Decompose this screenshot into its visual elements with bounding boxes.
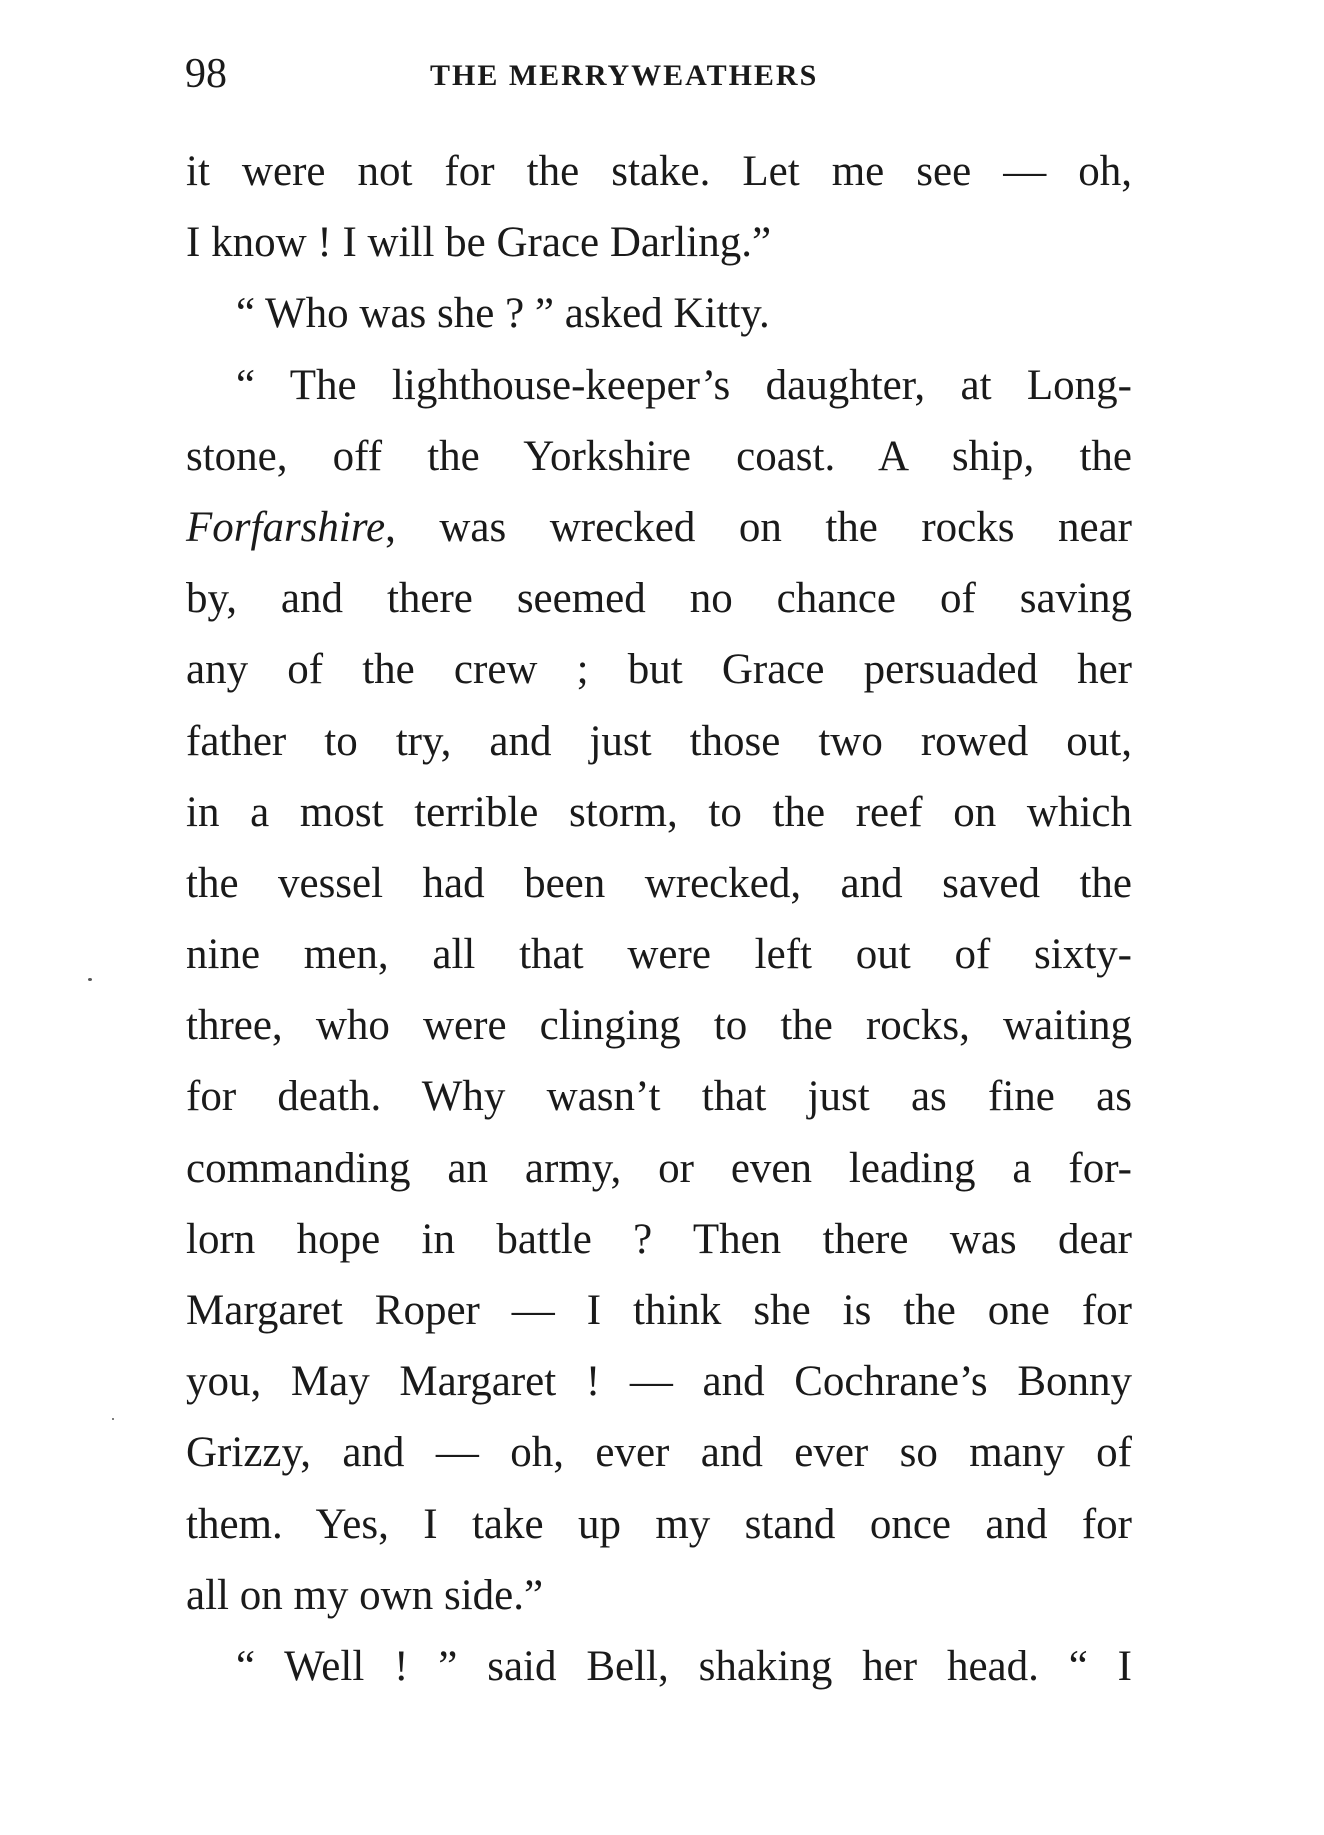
text-line: nine men, all that were left out of sixty-: [186, 931, 1132, 979]
text-line: them. Yes, I take up my stand once and for: [186, 1500, 1132, 1548]
text-line: stone, off the Yorkshire coast. A ship, the: [186, 432, 1132, 480]
text-line: “ Who was she ? ” asked Kitty.: [236, 290, 770, 338]
text-line: it were not for the stake. Let me see — oh,: [186, 148, 1132, 195]
text-line: Grizzy, and — oh, ever and ever so many of: [186, 1429, 1132, 1477]
text-line: lorn hope in battle ? Then there was dear: [186, 1215, 1132, 1263]
page-number: 98: [185, 51, 227, 97]
text-line: I know ! I will be Grace Darling.”: [186, 219, 772, 267]
text-line: commanding an army, or even leading a for-: [186, 1144, 1132, 1192]
text-line-ship-name: [186, 492, 1132, 563]
text-line: any of the crew ; but Grace persuaded her: [186, 646, 1132, 694]
text-line: by, and there seemed no chance of saving: [186, 575, 1132, 623]
text-line: three, who were clinging to the rocks, waiting: [186, 1002, 1132, 1050]
paper-speck: [88, 978, 92, 981]
text-line: for death. Why wasn’t that just as fine as: [186, 1073, 1132, 1121]
text-line: the vessel had been wrecked, and saved the: [186, 859, 1132, 907]
body-text: [186, 136, 1132, 1702]
text-line: Margaret Roper — I think she is the one for: [186, 1287, 1132, 1334]
text-line: you, May Margaret ! — and Cochrane’s Bonny: [186, 1358, 1132, 1406]
text-line: “ The lighthouse-keeper’s daughter, at Long-: [236, 361, 1132, 409]
text-line-rest: , was wrecked on the rocks near: [385, 503, 1132, 551]
running-title: THE MERRYWEATHERS: [430, 59, 819, 92]
text-line: father to try, and just those two rowed out,: [186, 717, 1132, 765]
paper-speck: [112, 1418, 114, 1420]
text-line: “ Well ! ” said Bell, shaking her head. “ I: [236, 1642, 1132, 1690]
text-line: in a most terrible storm, to the reef on which: [186, 788, 1132, 836]
running-head: [185, 44, 1135, 104]
ship-name: Forfarshire: [186, 503, 386, 551]
text-line: all on my own side.”: [186, 1571, 544, 1619]
